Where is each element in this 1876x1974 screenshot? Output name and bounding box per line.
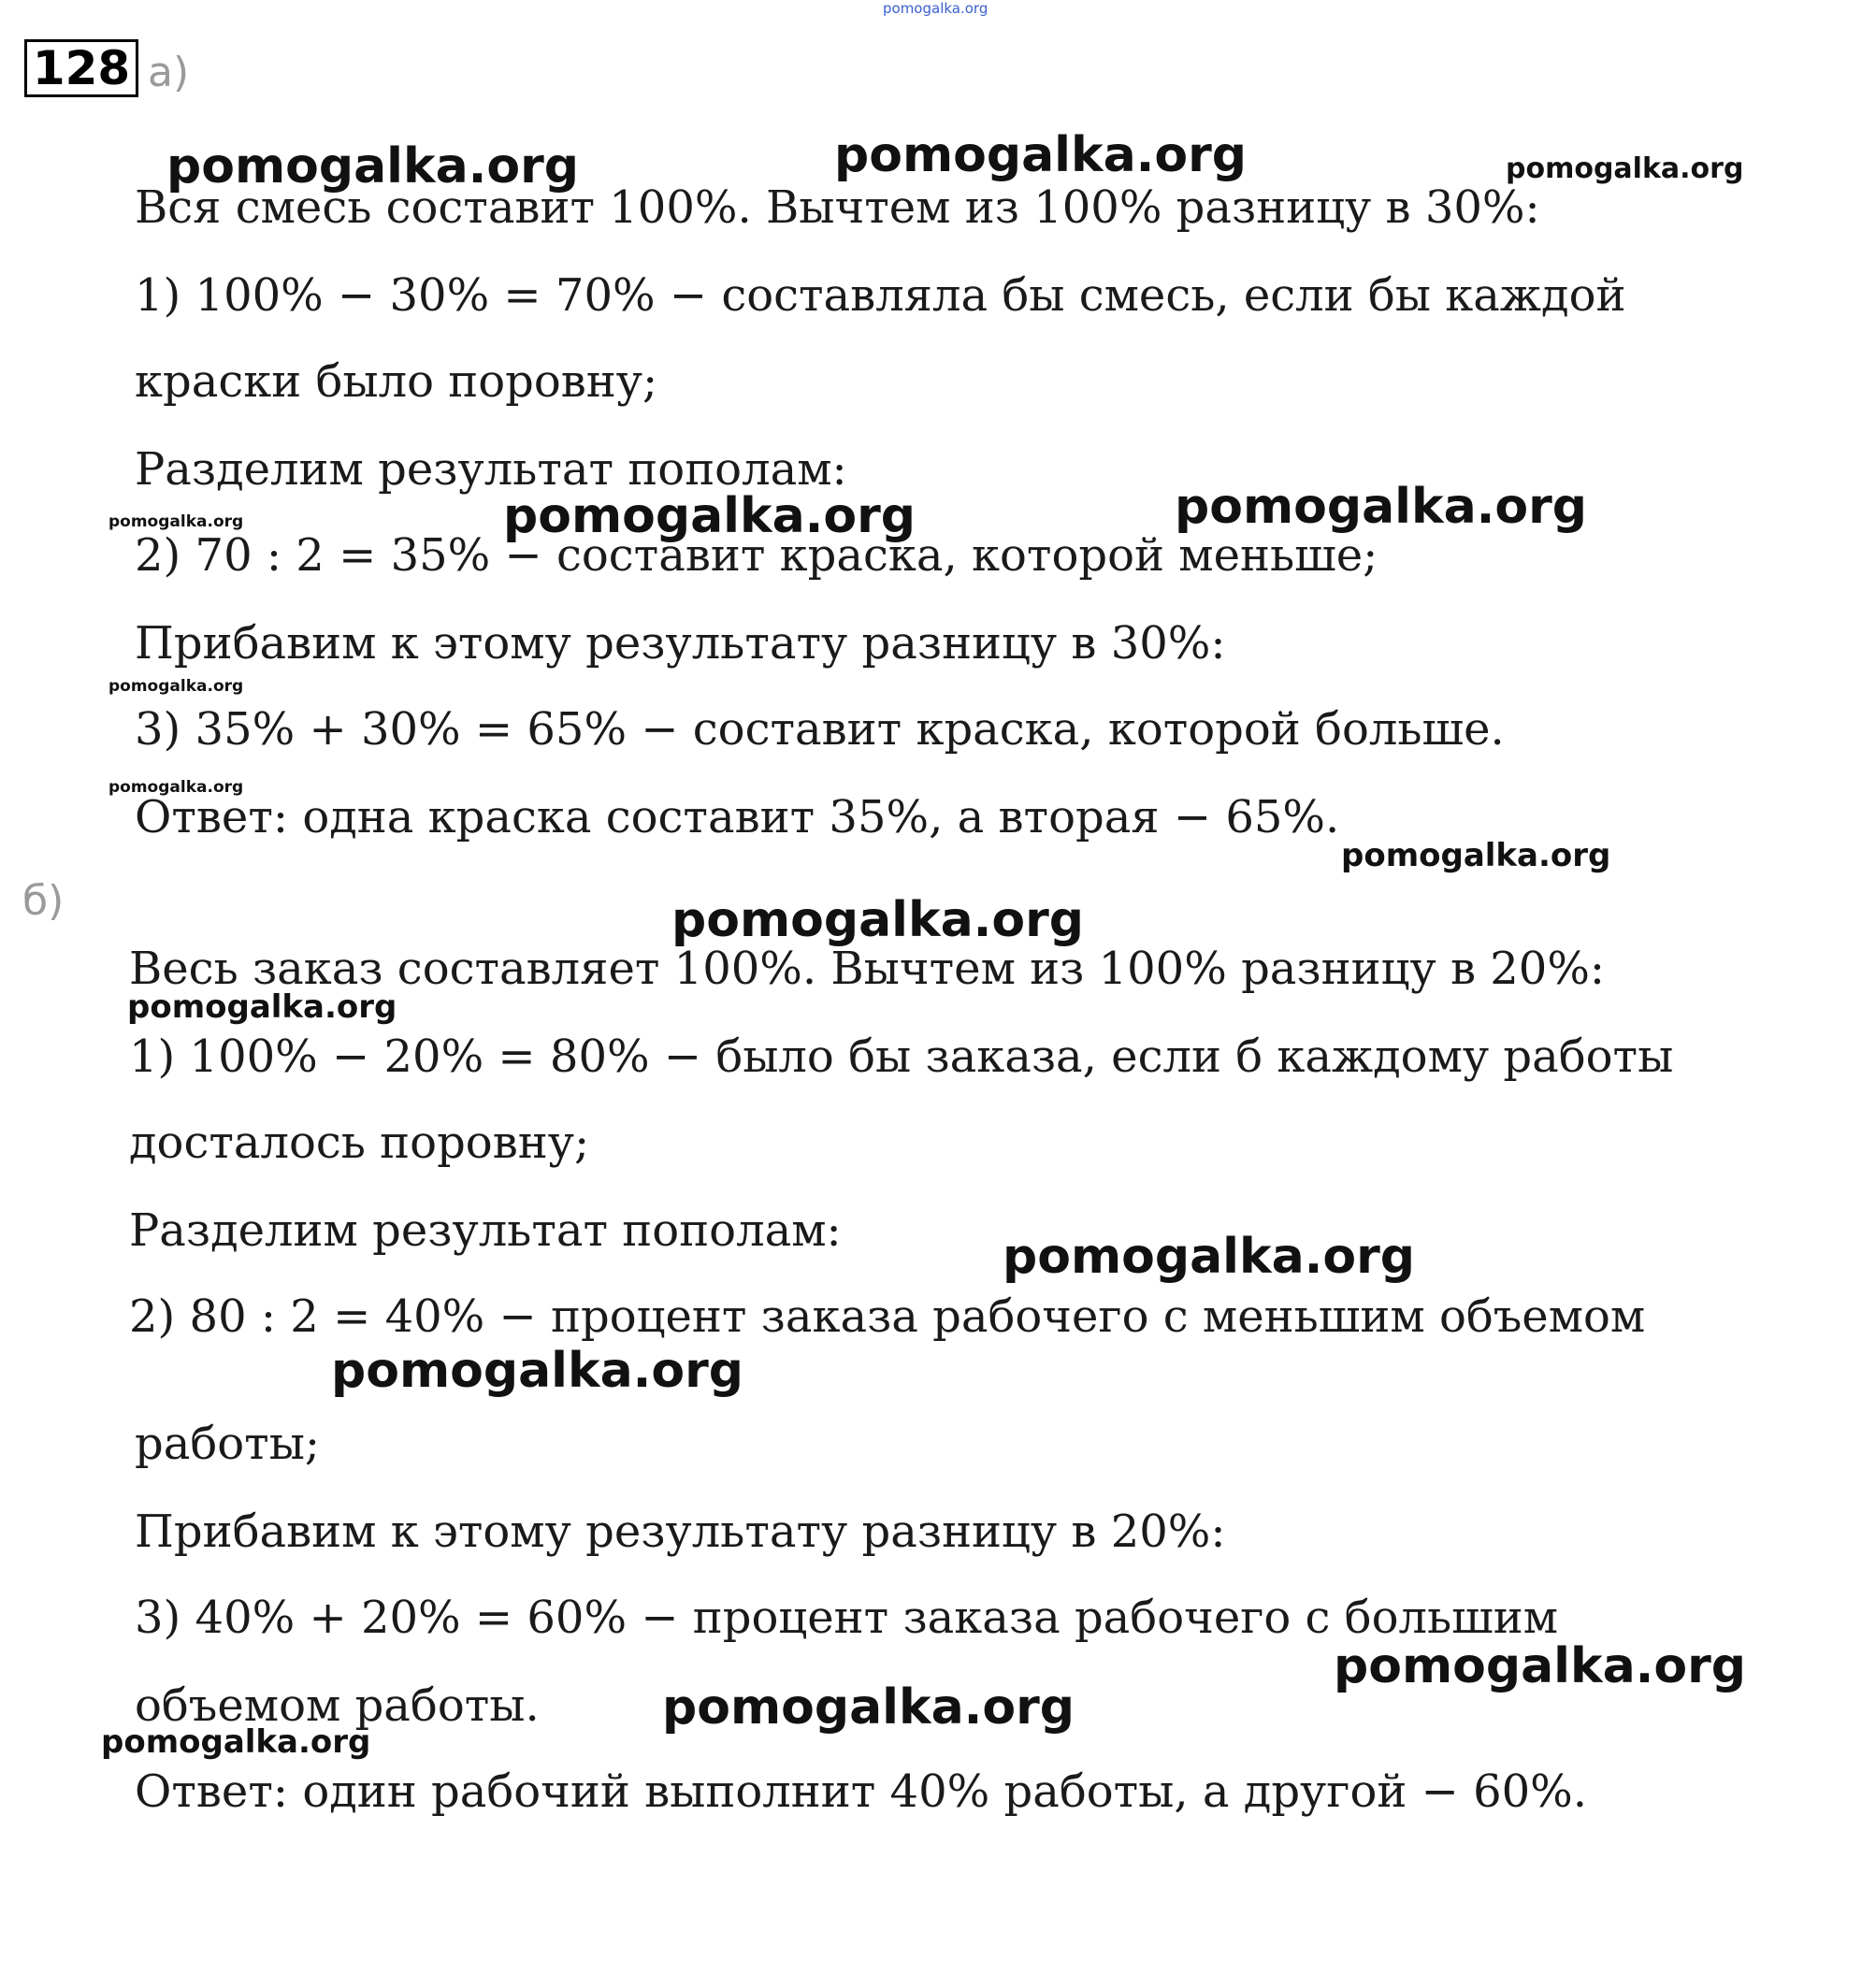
watermark: pomogalka.org	[101, 1723, 371, 1761]
part-b-line-3: досталось поровну;	[129, 1117, 590, 1169]
problem-number: 128	[24, 39, 138, 97]
watermark-top: pomogalka.org	[883, 0, 989, 17]
part-b-line-2: 1) 100% − 20% = 80% − было бы заказа, если б каждому работы	[129, 1030, 1674, 1083]
watermark: pomogalka.org	[108, 677, 244, 696]
watermark: pomogalka.org	[1175, 479, 1588, 535]
part-b-line-5: 2) 80 : 2 = 40% − процент заказа рабочего с меньшим объемом	[129, 1290, 1646, 1343]
watermark: pomogalka.org	[1334, 1638, 1747, 1694]
watermark: pomogalka.org	[331, 1343, 744, 1399]
part-b-line-8: 3) 40% + 20% = 60% − процент заказа рабочего с большим	[135, 1592, 1559, 1644]
part-a-line-3: краски было поровну;	[135, 355, 658, 408]
watermark: pomogalka.org	[662, 1679, 1075, 1736]
watermark: pomogalka.org	[108, 512, 244, 531]
watermark: pomogalka.org	[1003, 1229, 1416, 1285]
part-a-line-7: 3) 35% + 30% = 65% − составит краска, которой больше.	[135, 703, 1505, 756]
part-a-line-5: 2) 70 : 2 = 35% − составит краска, которой меньше;	[135, 529, 1378, 582]
watermark: pomogalka.org	[1506, 152, 1744, 185]
part-a-answer: Ответ: одна краска составит 35%, а вторая − 65%.	[135, 791, 1340, 843]
part-a-line-2: 1) 100% − 30% = 70% − составляла бы смесь, если бы каждой	[135, 269, 1626, 322]
part-b-line-6: работы;	[135, 1418, 321, 1470]
watermark: pomogalka.org	[503, 488, 916, 544]
part-b-line-4: Разделим результат пополам:	[129, 1204, 842, 1257]
watermark: pomogalka.org	[671, 892, 1085, 948]
part-b-label: б)	[22, 877, 65, 925]
watermark: pomogalka.org	[166, 138, 580, 195]
part-a-line-6: Прибавим к этому результату разницу в 30%:	[135, 617, 1226, 670]
part-b-answer: Ответ: один рабочий выполнит 40% работы, а другой − 60%.	[135, 1765, 1588, 1818]
watermark: pomogalka.org	[108, 778, 244, 797]
watermark: pomogalka.org	[834, 127, 1248, 183]
part-a-line-1: Вся смесь составит 100%. Вычтем из 100% разницу в 30%:	[135, 181, 1540, 234]
part-a-label: а)	[148, 49, 190, 96]
part-a-line-4: Разделим результат пополам:	[135, 443, 847, 496]
watermark: pomogalka.org	[1341, 837, 1611, 874]
part-b-line-9: объемом работы.	[135, 1679, 540, 1732]
part-b-line-1: Весь заказ составляет 100%. Вычтем из 100% разницу в 20%:	[129, 943, 1606, 995]
watermark: pomogalka.org	[127, 988, 397, 1026]
part-b-line-7: Прибавим к этому результату разницу в 20%:	[135, 1506, 1226, 1558]
